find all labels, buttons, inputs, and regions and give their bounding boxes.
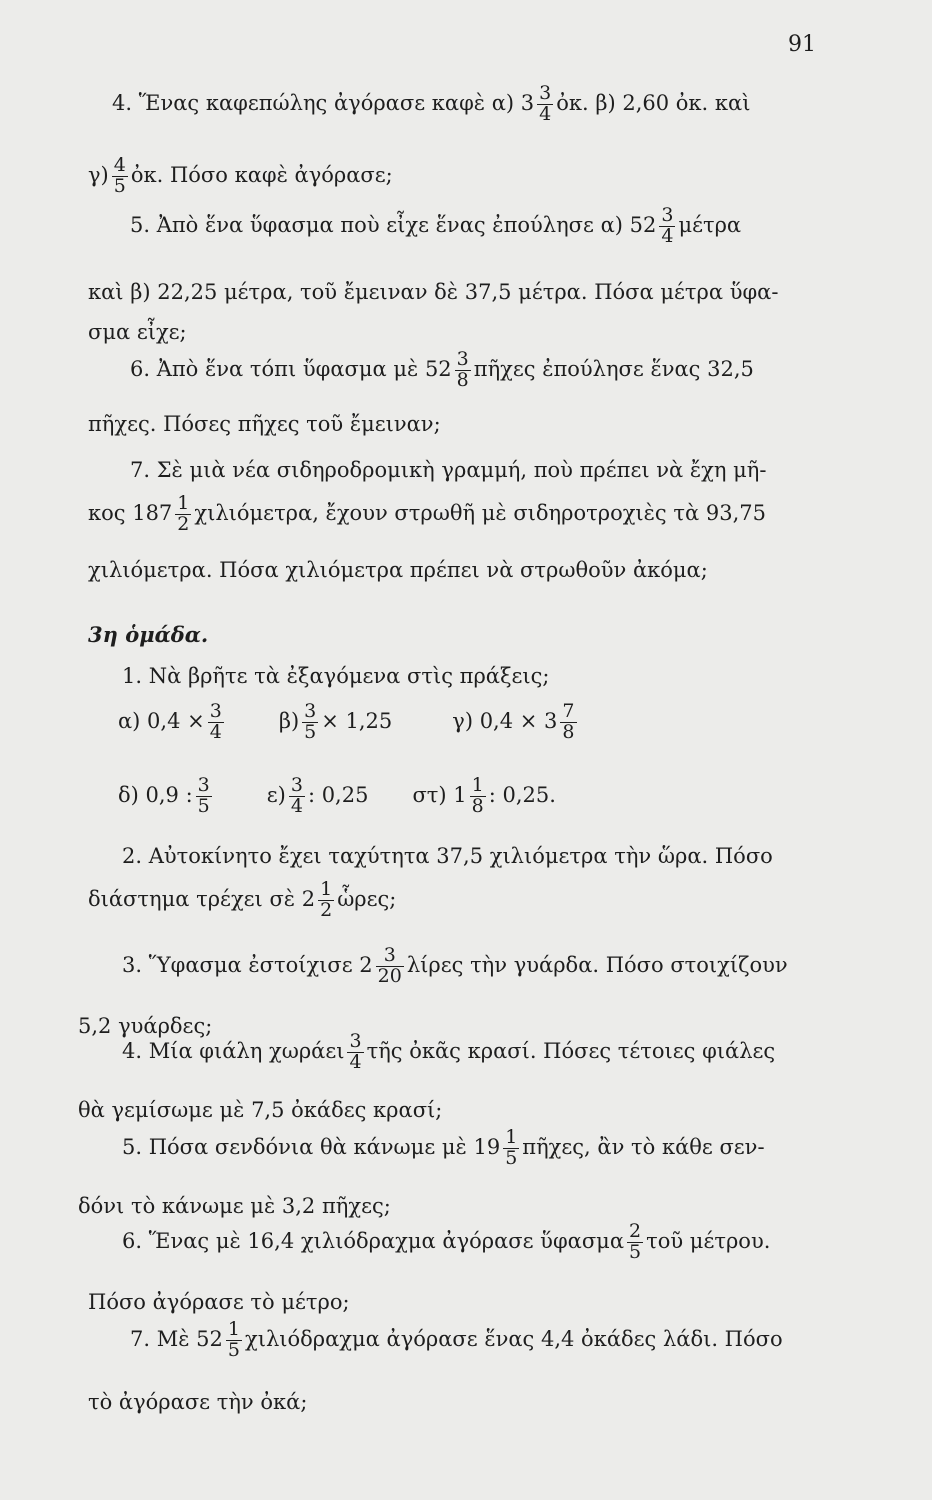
group3-problem-7-line-2: τὸ ἀγόρασε τὴν ὀκά; bbox=[88, 1390, 308, 1414]
expression-row-2: δ) 0,9 : $\frac{3}{5}$ ε) $\frac{3}{4}$ : 0,25 στ) 1 $\frac{1}{8}$ : 0,25. bbox=[118, 774, 556, 817]
fraction: $\frac{3}{4}$ bbox=[290, 774, 303, 817]
fraction: $\frac{3}{5}$ bbox=[197, 774, 210, 817]
problem-4-line-1: 4. Ἕνας καφεπώλης ἀγόρασε καφὲ α) 3 $\frac{3}{4}$ ὀκ. β) 2,60 ὀκ. καὶ bbox=[112, 82, 751, 125]
problem-4-line-2: γ) $\frac{4}{5}$ ὀκ. Πόσο καφὲ ἀγόρασε; bbox=[88, 154, 393, 197]
fraction: $\frac{3}{20}$ bbox=[377, 944, 402, 987]
page-number: 91 bbox=[788, 32, 816, 57]
fraction: $\frac{3}{8}$ bbox=[456, 348, 469, 391]
group3-problem-6-line-1: 6. Ἕνας μὲ 16,4 χιλιόδραχμα ἀγόρασε ὕφασμα $\frac{2}{5}$ τοῦ μέτρου. bbox=[122, 1220, 771, 1263]
problem-5-line-3: σμα εἶχε; bbox=[88, 320, 187, 344]
group3-problem-1: 1. Νὰ βρῆτε τὰ ἐξαγόμενα στὶς πράξεις; bbox=[122, 664, 550, 688]
problem-7-line-3: χιλιόμετρα. Πόσα χιλιόμετρα πρέπει νὰ στρωθοῦν ἀκόμα; bbox=[88, 558, 708, 582]
group3-problem-5-line-2: δόνι τὸ κάνωμε μὲ 3,2 πῆχες; bbox=[78, 1194, 391, 1218]
problem-6-line-2: πῆχες. Πόσες πῆχες τοῦ ἔμειναν; bbox=[88, 412, 441, 436]
expression-row-1: α) 0,4 × $\frac{3}{4}$ β) $\frac{3}{5}$ × 1,25 γ) 0,4 × 3 $\frac{7}{8}$ bbox=[118, 700, 575, 743]
fraction: $\frac{1}{5}$ bbox=[227, 1318, 240, 1361]
group3-problem-2-line-1: 2. Αὐτοκίνητο ἔχει ταχύτητα 37,5 χιλιόμετρα τὴν ὥρα. Πόσο bbox=[122, 844, 773, 868]
group3-problem-6-line-2: Πόσο ἀγόρασε τὸ μέτρο; bbox=[88, 1290, 350, 1314]
problem-5-line-2: καὶ β) 22,25 μέτρα, τοῦ ἔμειναν δὲ 37,5 μέτρα. Πόσα μέτρα ὕφα- bbox=[88, 280, 779, 304]
group3-problem-2-line-2: διάστημα τρέχει σὲ 2 $\frac{1}{2}$ ὧρες; bbox=[88, 878, 397, 921]
group3-problem-3-line-2: 5,2 γυάρδες; bbox=[78, 1014, 213, 1038]
fraction: $\frac{1}{2}$ bbox=[177, 492, 190, 535]
group-heading: 3η ὁμάδα. bbox=[88, 622, 209, 647]
fraction: $\frac{1}{8}$ bbox=[471, 774, 484, 817]
fraction: $\frac{1}{5}$ bbox=[505, 1126, 518, 1169]
problem-7-line-1: 7. Σὲ μιὰ νέα σιδηροδρομικὴ γραμμή, ποὺ πρέπει νὰ ἔχη μῆ- bbox=[130, 458, 767, 482]
fraction: $\frac{3}{4}$ bbox=[539, 82, 552, 125]
problem-7-line-2: κος 187 $\frac{1}{2}$ χιλιόμετρα, ἔχουν στρωθῆ μὲ σιδηροτροχιὲς τὰ 93,75 bbox=[88, 492, 766, 535]
fraction: $\frac{3}{4}$ bbox=[209, 700, 222, 743]
fraction: $\frac{2}{5}$ bbox=[629, 1220, 642, 1263]
group3-problem-4-line-1: 4. Μία φιάλη χωράει $\frac{3}{4}$ τῆς ὀκᾶς κρασί. Πόσες τέτοιες φιάλες bbox=[122, 1030, 776, 1073]
fraction: $\frac{3}{5}$ bbox=[304, 700, 317, 743]
fraction: $\frac{1}{2}$ bbox=[320, 878, 333, 921]
problem-6-line-1: 6. Ἀπὸ ἕνα τόπι ὕφασμα μὲ 52 $\frac{3}{8}$ πῆχες ἐπούλησε ἕνας 32,5 bbox=[130, 348, 754, 391]
fraction: $\frac{3}{4}$ bbox=[661, 204, 674, 247]
problem-5-line-1: 5. Ἀπὸ ἕνα ὕφασμα ποὺ εἶχε ἕνας ἐπούλησε α) 52 $\frac{3}{4}$ μέτρα bbox=[130, 204, 742, 247]
fraction: $\frac{4}{5}$ bbox=[113, 154, 126, 197]
group3-problem-5-line-1: 5. Πόσα σενδόνια θὰ κάνωμε μὲ 19 $\frac{1}{5}$ πῆχες, ἂν τὸ κάθε σεν- bbox=[122, 1126, 765, 1169]
group3-problem-3-line-1: 3. Ὕφασμα ἐστοίχισε 2 $\frac{3}{20}$ λίρες τὴν γυάρδα. Πόσο στοιχίζουν bbox=[122, 944, 788, 987]
fraction: $\frac{3}{4}$ bbox=[349, 1030, 362, 1073]
group3-problem-7-line-1: 7. Μὲ 52 $\frac{1}{5}$ χιλιόδραχμα ἀγόρασε ἕνας 4,4 ὀκάδες λάδι. Πόσο bbox=[130, 1318, 783, 1361]
fraction: $\frac{7}{8}$ bbox=[562, 700, 575, 743]
group3-problem-4-line-2: θὰ γεμίσωμε μὲ 7,5 ὀκάδες κρασί; bbox=[78, 1098, 443, 1122]
